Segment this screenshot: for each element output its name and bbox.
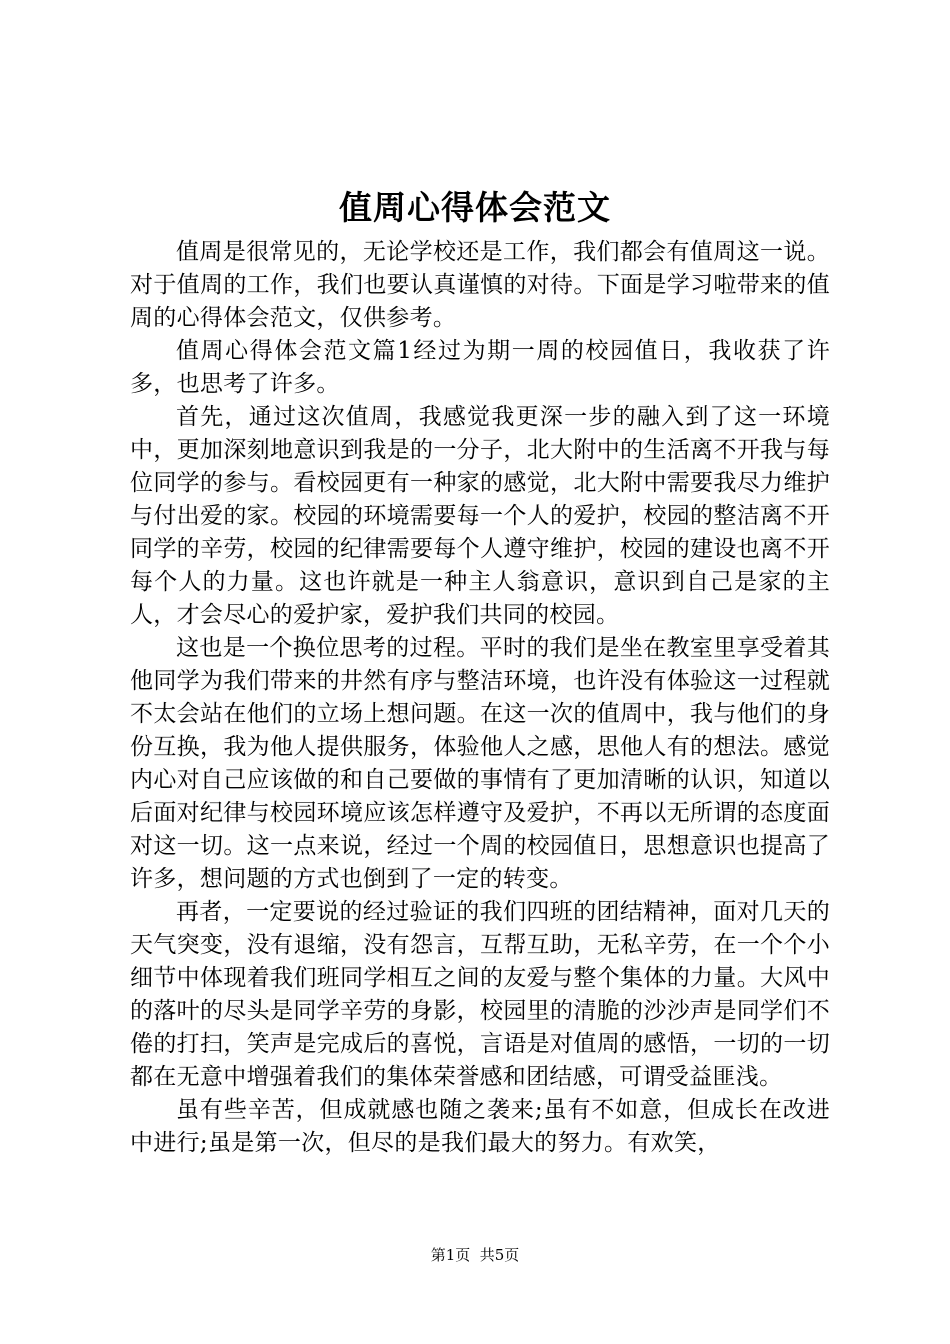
paragraph-teamwork: 再者，一定要说的经过验证的我们四班的团结精神，面对几天的天气突变，没有退缩，没有怨言，互帮互助，无私辛劳，在一个个小细节中体现着我们班同学相互之间的友爱与整个集体的力量。大风中的落叶的尽头是同学辛劳的身影，校园里的清脆的沙沙声是同学们不倦的打扫，笑声是完成后的喜悦，言语是对值周的感悟，一切的一切都在无意中增强着我们的集体荣誉感和团结感，可谓受益匪浅。: [130, 899, 830, 1090]
paragraph-achievement: 虽有些辛苦，但成就感也随之袭来;虽有不如意，但成长在改进中进行;虽是第一次，但尽的是我们最大的努力。有欢笑，: [130, 1097, 830, 1156]
document-title: 值周心得体会范文: [339, 188, 611, 227]
paragraph-intro: 值周是很常见的，无论学校还是工作，我们都会有值周这一说。对于值周的工作，我们也要认真谨慎的对待。下面是学习啦带来的值周的心得体会范文，仅供参考。: [130, 239, 830, 331]
paragraph-article-1-opening: 值周心得体会范文篇1经过为期一周的校园值日，我收获了许多，也思考了许多。: [130, 338, 830, 397]
paragraph-perspective: 这也是一个换位思考的过程。平时的我们是坐在教室里享受着其他同学为我们带来的井然有序与整洁环境，也许没有体验这一过程就不太会站在他们的立场上想问题。在这一次的值周中，我与他们的身份互换，我为他人提供服务，体验他人之感，思他人有的想法。感觉内心对自己应该做的和自己要做的事情有了更加清晰的认识，知道以后面对纪律与校园环境应该怎样遵守及爱护，不再以无所谓的态度面对这一切。这一点来说，经过一个周的校园值日，思想意识也提高了许多，想问题的方式也倒到了一定的转变。: [130, 635, 830, 892]
page-footer: 第1页 共5页: [430, 1246, 520, 1264]
paragraph-first-point: 首先，通过这次值周，我感觉我更深一步的融入到了这一环境中，更加深刻地意识到我是的一分子，北大附中的生活离不开我与每位同学的参与。看校园更有一种家的感觉，北大附中需要我尽力维护与付出爱的家。校园的环境需要每一个人的爱护，校园的整洁离不开同学的辛劳，校园的纪律需要每个人遵守维护，校园的建设也离不开每个人的力量。这也许就是一种主人翁意识，意识到自己是家的主人，才会尽心的爱护家，爱护我们共同的校园。: [130, 404, 830, 628]
document-body: [130, 236, 830, 1160]
